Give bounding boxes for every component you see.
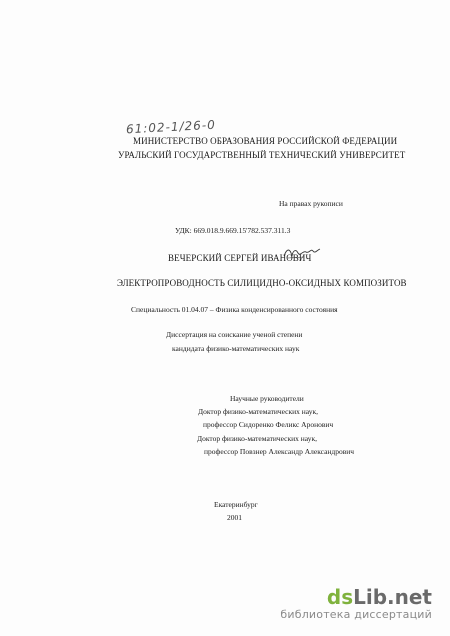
university-line: УРАЛЬСКИЙ ГОСУДАРСТВЕННЫЙ ТЕХНИЧЕСКИЙ УНИВЕРСИТЕТ [118,150,406,160]
ministry-line: МИНИСТЕРСТВО ОБРАЗОВАНИЯ РОССИЙСКОЙ ФЕДЕРАЦИИ [133,136,398,146]
supervisor-degree: Доктор физико-математических наук, [197,434,318,443]
year: 2001 [227,513,242,522]
author-name: ВЕЧЕРСКИЙ СЕРГЕЙ ИВАНОВИЧ [168,253,312,263]
dslib-logo: dsLib.net [326,585,432,609]
udk-code: УДК: 669.018.9.669.15'782.537.311.3 [175,226,291,235]
manuscript-rights-note: На правах рукописи [279,199,343,208]
author-signature [282,244,322,262]
dslib-subtitle: библиотека диссертаций [280,608,432,621]
specialty-line: Специальность 01.04.07 – Физика конденсированного состояния [131,305,338,314]
dslib-watermark [280,586,432,621]
supervisor-degree: Доктор физико-математических наук, [198,407,319,416]
degree-line: Диссертация на соискание ученой степени [166,330,303,339]
dissertation-title: ЭЛЕКТРОПРОВОДНОСТЬ СИЛИЦИДНО-ОКСИДНЫХ КОМПОЗИТОВ [117,278,407,288]
supervisor-name: профессор Повзнер Александр Александрович [204,447,355,456]
supervisors-heading: Научные руководители [230,394,304,403]
city: Екатеринбург [214,500,258,509]
supervisor-name: профессор Сидоренко Феликс Аронович [203,420,334,429]
handwritten-catalog-number: 61:02-1/26-0 [125,117,217,137]
degree-field-line: кандидата физико-математических наук [172,344,300,353]
